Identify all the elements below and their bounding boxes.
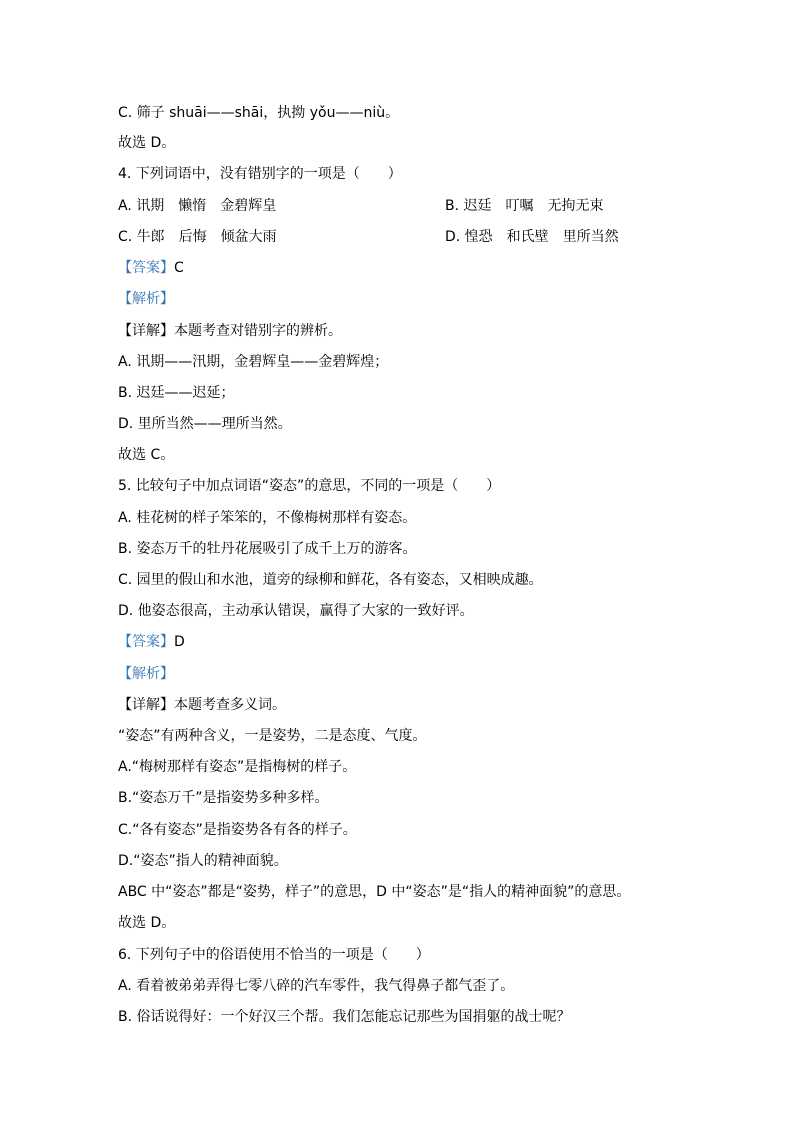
line-text: A. 桂花树的样子笨笨的，不像梅树那样有姿态。: [118, 510, 417, 526]
line-text: 故选 D。: [118, 915, 176, 931]
text-line: [118, 757, 356, 777]
line-text: C: [174, 260, 184, 276]
text-line: [118, 133, 175, 153]
line-text: 6. 下列句子中的俗语使用不恰当的一项是（ ）: [118, 947, 430, 963]
text-line: [118, 1007, 571, 1027]
text-line: [118, 383, 235, 403]
option-text: B. 迟廷 叮嘱 无拘无束: [445, 198, 604, 214]
text-line: [118, 103, 399, 123]
text-line: [118, 695, 286, 715]
line-text: 故选 C。: [118, 447, 175, 463]
section-tag: 【解析】: [118, 291, 174, 307]
text-line: [118, 227, 277, 247]
line-text: C. 牛郎 后悔 倾盆大雨: [118, 229, 277, 245]
text-line: [118, 788, 329, 808]
line-text: 4. 下列词语中，没有错别字的一项是（ ）: [118, 166, 402, 182]
line-text: B. 姿态万千的牡丹花展吸引了成千上万的游客。: [118, 541, 417, 557]
text-line: [118, 726, 427, 746]
line-text: C. 筛子 shuāi——shāi，执拗 yǒu——niù。: [118, 105, 400, 121]
text-line: [118, 508, 416, 528]
line-text: B.“姿态万千”是指姿势多种多样。: [118, 790, 329, 806]
line-text: A. 看着被弟弟弄得七零八碎的汽车零件，我气得鼻子都气歪了。: [118, 978, 515, 994]
text-line: [118, 976, 514, 996]
line-text: “姿态”有两种含义，一是姿势，二是态度、气度。: [118, 728, 427, 744]
text-line: [118, 539, 417, 559]
line-text: C. 园里的假山和水池，道旁的绿柳和鲜花，各有姿态，又相映成趣。: [118, 572, 543, 588]
section-tag: 【解析】: [118, 666, 174, 682]
text-line: [118, 258, 184, 278]
line-text: D: [174, 634, 185, 650]
line-text: 【详解】本题考查对错别字的辨析。: [118, 323, 342, 339]
text-line: [118, 352, 388, 372]
line-text: D.“姿态”指人的精神面貌。: [118, 853, 288, 869]
text-line: [118, 664, 174, 684]
line-text: A. 讯期——汛期，金碧辉皇——金碧辉煌；: [118, 354, 389, 370]
line-text: D. 里所当然——理所当然。: [118, 416, 292, 432]
line-text: A. 讯期 懒惰 金碧辉皇: [118, 198, 277, 214]
line-text: C.“各有姿态”是指姿势各有各的样子。: [118, 822, 357, 838]
text-line: [118, 289, 174, 309]
text-line: [118, 882, 630, 902]
text-line: [118, 851, 288, 871]
line-text: ABC 中“姿态”都是“姿势，样子”的意思，D 中“姿态”是“指人的精神面貌”的意思。: [118, 884, 631, 900]
line-text: 5. 比较句子中加点词语“姿态”的意思，不同的一项是（ ）: [118, 478, 501, 494]
option-text: D. 惶恐 和氏壁 里所当然: [445, 229, 619, 245]
text-line: [118, 632, 185, 652]
text-line: [118, 414, 292, 434]
text-line: [118, 570, 543, 590]
line-text: B. 俗话说得好：一个好汉三个帮。我们怎能忘记那些为国捐躯的战士呢？: [118, 1009, 571, 1025]
section-tag: 【答案】: [118, 634, 174, 650]
text-line: [118, 164, 402, 184]
line-text: 【详解】本题考查多义词。: [118, 697, 286, 713]
text-line: [118, 945, 430, 965]
text-line: [118, 913, 175, 933]
text-line: [118, 321, 342, 341]
text-line: [118, 820, 357, 840]
line-text: B. 迟廷——迟延；: [118, 385, 235, 401]
text-line: [118, 476, 500, 496]
text-line: [118, 601, 474, 621]
text-line: [118, 445, 174, 465]
line-text: A.“梅树那样有姿态”是指梅树的样子。: [118, 759, 357, 775]
line-text: 故选 D。: [118, 135, 176, 151]
section-tag: 【答案】: [118, 260, 174, 276]
line-text: D. 他姿态很高，主动承认错误，赢得了大家的一致好评。: [118, 603, 474, 619]
text-line: [118, 196, 276, 216]
